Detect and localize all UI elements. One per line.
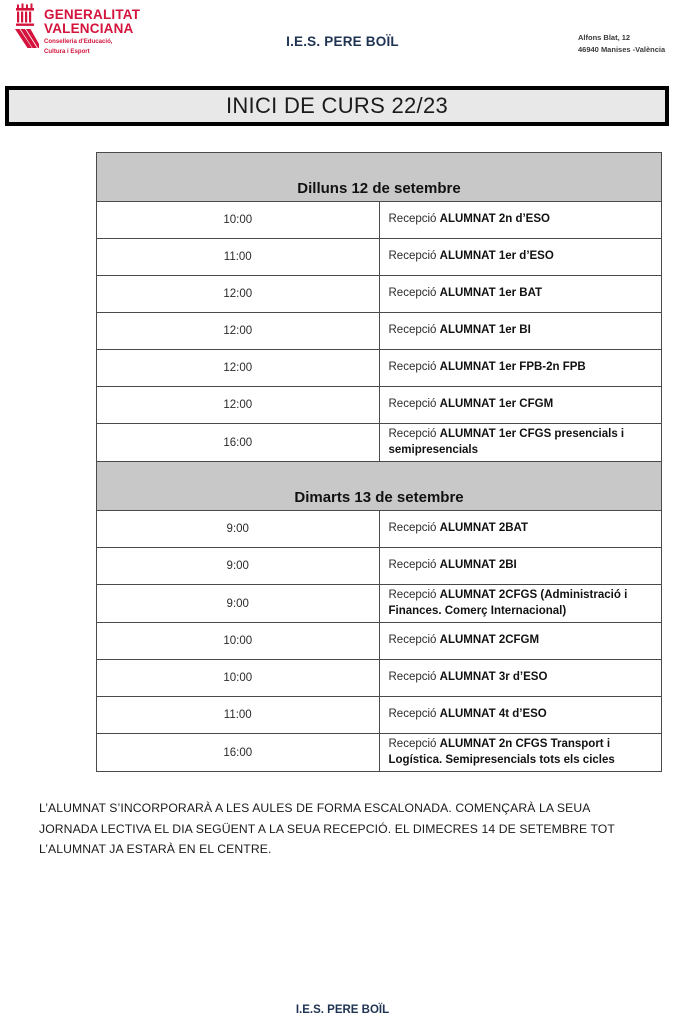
event-group-label: ALUMNAT 2CFGM bbox=[439, 634, 540, 647]
event-prefix: Recepció bbox=[388, 522, 440, 535]
event-prefix: Recepció bbox=[388, 559, 440, 572]
day-header-title: Dimarts 13 de setembre bbox=[97, 462, 662, 511]
event-group-label: ALUMNAT 2BI bbox=[439, 559, 517, 572]
schedule-time: 12:00 bbox=[97, 313, 380, 350]
event-group-label: ALUMNAT 3r d’ESO bbox=[439, 671, 548, 684]
event-prefix: Recepció bbox=[388, 738, 440, 750]
event-prefix: Recepció bbox=[388, 250, 440, 263]
schedule-event bbox=[379, 697, 662, 734]
schedule-time: 9:00 bbox=[97, 511, 380, 548]
page-title: INICI DE CURS 22/23 bbox=[225, 93, 449, 118]
schedule-time: 9:00 bbox=[97, 585, 380, 623]
schedule-time: 11:00 bbox=[97, 239, 380, 276]
event-group-label: ALUMNAT 2n d’ESO bbox=[439, 213, 550, 226]
event-prefix: Recepció bbox=[388, 287, 440, 300]
schedule-time: 12:00 bbox=[97, 276, 380, 313]
schedule-time: 12:00 bbox=[97, 387, 380, 424]
event-group-label: ALUMNAT 4t d’ESO bbox=[439, 708, 547, 721]
event-prefix: Recepció bbox=[388, 324, 440, 337]
schedule-table bbox=[96, 152, 662, 772]
logo-subtitle-line-1: Conselleria d'Educació, bbox=[44, 38, 113, 45]
event-group-label: ALUMNAT 1er BAT bbox=[439, 287, 543, 300]
event-group-label: ALUMNAT 1er BI bbox=[439, 324, 531, 337]
schedule-note: L’ALUMNAT S’INCORPORARÀ A LES AULES DE FORMA ESCALONADA. COMENÇARÀ LA SEUA JORNADA LECTIVA EL DIA SEGÜENT A LA SEUA RECEPCIÓ. EL DIMECRES 14 DE SETEMBRE TOT L’ALUMNAT JA ESTARÀ EN EL CENTRE. bbox=[39, 801, 615, 856]
schedule-event bbox=[379, 511, 662, 548]
event-group-label: ALUMNAT 2CFGS (Administració i Finances. Comerç Internacional) bbox=[388, 589, 628, 617]
school-name-header: I.E.S. PERE BOÏL bbox=[286, 34, 399, 49]
logo-line-1: GENERALITAT bbox=[44, 7, 141, 22]
schedule-time: 16:00 bbox=[97, 424, 380, 462]
schedule-event bbox=[379, 660, 662, 697]
address-line-2: 46940 Manises -València bbox=[578, 44, 666, 54]
table-row bbox=[97, 313, 662, 350]
table-row bbox=[97, 387, 662, 424]
event-group-label: ALUMNAT 1er FPB-2n FPB bbox=[439, 361, 586, 374]
schedule-event bbox=[379, 276, 662, 313]
schedule-event bbox=[379, 548, 662, 585]
event-group-label: ALUMNAT 2n CFGS Transport i Logística. Semipresencials tots els cicles bbox=[388, 738, 615, 766]
day-header-row bbox=[97, 462, 662, 511]
event-prefix: Recepció bbox=[388, 213, 440, 226]
school-address bbox=[578, 32, 665, 55]
day-header-row bbox=[97, 153, 662, 202]
table-row bbox=[97, 734, 662, 772]
logo-line-2: VALENCIANA bbox=[44, 21, 134, 36]
schedule-time: 12:00 bbox=[97, 350, 380, 387]
table-row bbox=[97, 350, 662, 387]
schedule-time: 11:00 bbox=[97, 697, 380, 734]
document-title-banner bbox=[5, 86, 669, 126]
schedule-event bbox=[379, 202, 662, 239]
logo-subtitle-line-2: Cultura i Esport bbox=[44, 48, 90, 55]
day-header-title: Dilluns 12 de setembre bbox=[97, 153, 662, 202]
event-prefix: Recepció bbox=[388, 361, 440, 374]
schedule-event bbox=[379, 350, 662, 387]
event-group-label: ALUMNAT 1er CFGM bbox=[439, 398, 554, 411]
page-footer: I.E.S. PERE BOÏL bbox=[295, 1004, 390, 1016]
schedule-table-body bbox=[97, 153, 662, 772]
event-group-label: ALUMNAT 2BAT bbox=[439, 522, 529, 535]
table-row bbox=[97, 623, 662, 660]
event-prefix: Recepció bbox=[388, 589, 440, 601]
event-prefix: Recepció bbox=[388, 671, 440, 684]
table-row bbox=[97, 511, 662, 548]
event-prefix: Recepció bbox=[388, 428, 440, 440]
table-row bbox=[97, 548, 662, 585]
schedule-event bbox=[379, 424, 662, 462]
table-row bbox=[97, 276, 662, 313]
schedule-time: 10:00 bbox=[97, 660, 380, 697]
page-header bbox=[0, 0, 685, 78]
schedule-event bbox=[379, 313, 662, 350]
table-row bbox=[97, 697, 662, 734]
table-row bbox=[97, 660, 662, 697]
schedule-event bbox=[379, 239, 662, 276]
schedule-time: 16:00 bbox=[97, 734, 380, 772]
schedule-time: 9:00 bbox=[97, 548, 380, 585]
table-row bbox=[97, 202, 662, 239]
schedule-time: 10:00 bbox=[97, 623, 380, 660]
schedule-event bbox=[379, 387, 662, 424]
address-line-1: Alfons Blat, 12 bbox=[578, 33, 631, 42]
event-prefix: Recepció bbox=[388, 634, 440, 647]
schedule-time: 10:00 bbox=[97, 202, 380, 239]
event-prefix: Recepció bbox=[388, 708, 440, 721]
event-group-label: ALUMNAT 1er d’ESO bbox=[439, 250, 554, 263]
table-row bbox=[97, 585, 662, 623]
event-group-label: ALUMNAT 1er CFGS presencials i semipresencials bbox=[388, 428, 625, 456]
schedule-event bbox=[379, 585, 662, 623]
event-prefix: Recepció bbox=[388, 398, 440, 411]
schedule-event bbox=[379, 734, 662, 772]
table-row bbox=[97, 424, 662, 462]
schedule-event bbox=[379, 623, 662, 660]
table-row bbox=[97, 239, 662, 276]
